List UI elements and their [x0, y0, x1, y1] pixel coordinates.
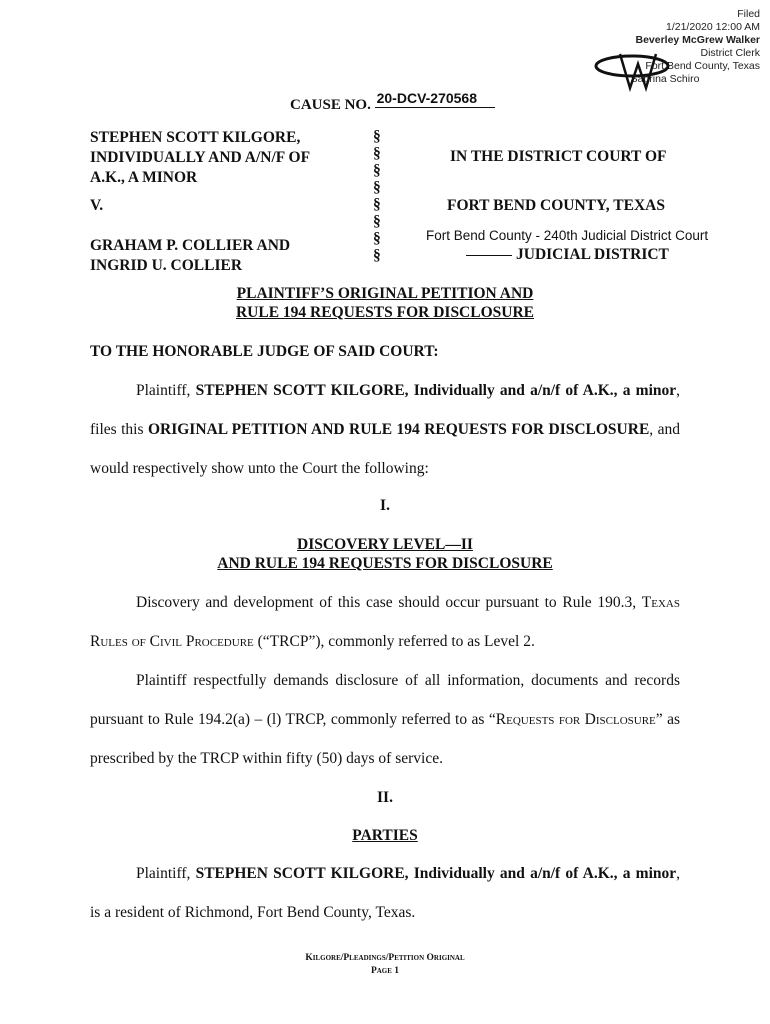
section-mark: § [373, 128, 381, 145]
stamp-datetime: 1/21/2020 12:00 AM [666, 21, 760, 33]
court-line-3 [466, 246, 761, 264]
petition-title-line-1: PLAINTIFF’S ORIGINAL PETITION AND [236, 285, 534, 302]
cause-label: CAUSE NO. [290, 97, 371, 113]
disclosure-text-2: ” as prescribed by the TRCP within fifty (50) days of service. [90, 711, 680, 767]
section-2-numeral: II. [377, 789, 393, 806]
stamp-clerk-title: District Clerk [700, 47, 760, 59]
intro-text-3: , and would respectively show unto the Court the following: [90, 421, 680, 477]
plaintiff-line-3: A.K., A MINOR [90, 169, 198, 186]
court-line-1: IN THE DISTRICT COURT OF [450, 148, 667, 165]
cause-number-line [290, 90, 495, 114]
case-caption-parties [90, 128, 360, 276]
section-mark: § [373, 213, 381, 230]
section-marks-column [373, 128, 381, 264]
petition-title-line-2: RULE 194 REQUESTS FOR DISCLOSURE [235, 304, 534, 321]
disclosure-paragraph [90, 661, 680, 778]
parties-paragraph [90, 854, 680, 932]
discovery-text-2: (“TRCP”), commonly referred to as Level 2. [253, 633, 535, 650]
parties-text-2: , is a resident of Richmond, Fort Bend County, Texas. [90, 865, 680, 921]
section-1-heading-2: AND RULE 194 REQUESTS FOR DISCLOSURE [217, 555, 553, 572]
judicial-district-label: JUDICIAL DISTRICT [516, 246, 669, 263]
section-mark: § [373, 230, 381, 247]
discovery-text-1: Discovery and development of this case should occur pursuant to Rule 190.3, [136, 594, 642, 611]
page-footer [0, 952, 770, 978]
intro-document-name: ORIGINAL PETITION AND RULE 194 REQUESTS FOR DISCLOSURE [147, 421, 650, 438]
section-2-heading: PARTIES [352, 827, 418, 844]
intro-text-1: Plaintiff, [136, 382, 196, 399]
cause-number: 20-DCV-270568 [375, 90, 495, 108]
parties-text-1: Plaintiff, [136, 865, 196, 882]
intro-paragraph [90, 371, 680, 488]
section-1-numeral: I. [380, 497, 390, 514]
footer-page-number: Page 1 [370, 966, 400, 976]
section-mark: § [373, 179, 381, 196]
court-typed-entry: Fort Bend County - 240th Judicial District Court [426, 228, 709, 243]
section-mark: § [373, 162, 381, 179]
defendant-line-1: GRAHAM P. COLLIER AND [90, 237, 291, 254]
disclosure-text-1: Plaintiff respectfully demands disclosure of all information, documents and records pursuant to Rule 194.2(a) – (l) TRCP, commonly referred to as “ [90, 672, 680, 728]
parties-plaintiff-name: STEPHEN SCOTT KILGORE, Individually and a/n/f of A.K., a minor [195, 865, 677, 882]
stamp-deputy: Sabrina Schiro [630, 73, 700, 85]
stamp-county: Fort Bend County, Texas [645, 60, 760, 72]
section-mark: § [373, 247, 381, 264]
intro-text-2: , files this [90, 382, 680, 438]
filing-stamp [610, 8, 760, 86]
plaintiff-line-1: STEPHEN SCOTT KILGORE, [90, 129, 301, 146]
section-mark: § [373, 196, 381, 213]
stamp-clerk-name: Beverley McGrew Walker [635, 34, 760, 46]
salutation: TO THE HONORABLE JUDGE OF SAID COURT: [90, 343, 439, 360]
plaintiff-line-2: INDIVIDUALLY AND A/N/F OF [90, 149, 311, 166]
section-1-heading-1: DISCOVERY LEVEL—II [297, 536, 473, 553]
section-mark: § [373, 145, 381, 162]
footer-file-path: Kilgore/Pleadings/Petition Original [305, 953, 465, 963]
discovery-paragraph [90, 583, 680, 661]
court-line-2: FORT BEND COUNTY, TEXAS [447, 197, 665, 214]
district-number-blank [466, 255, 512, 256]
trcp-citation: Texas Rules of Civil Procedure [90, 594, 680, 650]
defendant-line-2: INGRID U. COLLIER [90, 257, 243, 274]
versus: V. [90, 197, 104, 214]
stamp-filed: Filed [737, 8, 760, 20]
requests-for-disclosure-term: Requests for Disclosure [495, 711, 656, 728]
intro-plaintiff-name: STEPHEN SCOTT KILGORE, Individually and a/n/f of A.K., a minor [195, 382, 677, 399]
